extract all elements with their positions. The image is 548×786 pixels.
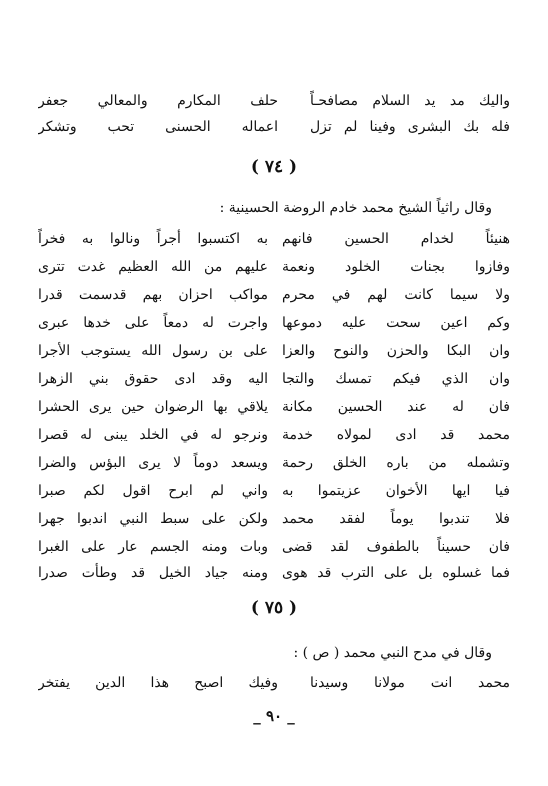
- verse-row: [38, 282, 510, 308]
- verse-first-hemistich: والیك مد ید السلام مصافحـاً: [310, 93, 510, 109]
- poem-number-74: ( ٧٤ ): [250, 157, 298, 177]
- verse-second-hemistich: حلف المكارم والمعالي جعفر: [38, 93, 278, 109]
- verse-first-hemistich: فيا ايها الأخوان عزيتموا به: [282, 483, 510, 499]
- verse-row: [38, 366, 510, 392]
- verse-first-hemistich: محمد قد ادى لمولاه خدمة: [282, 427, 510, 443]
- verse-row: [38, 560, 510, 586]
- verse-second-hemistich: اليه وقد ادى حقوق بني الزهرا: [38, 371, 268, 387]
- verse-second-hemistich: به اكتسبوا أجراً ونالوا به فخراً: [38, 231, 268, 247]
- verse-second-hemistich: وفيك اصبح هذا الدين يفتخر: [38, 675, 278, 691]
- verse-row: [38, 478, 510, 504]
- verse-first-hemistich: فما غسلوه بل على الترب قد هوى: [282, 565, 510, 581]
- verse-second-hemistich: ويسعد دوماً لا يرى البؤس والضرا: [38, 455, 268, 471]
- verse-first-hemistich: هنيئاً لخدام الحسين فانهم: [282, 231, 510, 247]
- verse-row: [38, 226, 510, 252]
- verse-first-hemistich: وفازوا بجنات الخلود ونعمة: [282, 259, 510, 275]
- verse-second-hemistich: ولكن على سبط النبي اندبوا جهرا: [38, 511, 268, 527]
- verse-row: [38, 254, 510, 280]
- poem-intro-74: وقال راثياً الشيخ محمد خادم الروضة الحسينية :: [219, 200, 492, 216]
- verse-second-hemistich: واني لم ابرح اقول لكم صبرا: [38, 483, 268, 499]
- verse-first-hemistich: وان البكا والحزن والنوح والعزا: [282, 343, 510, 359]
- verse-second-hemistich: اعماله الحسنى تحب وتشكر: [38, 119, 278, 135]
- poem-intro-75: وقال في مدح النبي محمد ( ص ) :: [293, 645, 492, 661]
- verse-first-hemistich: وان الذي فيكم تمسك والتجا: [282, 371, 510, 387]
- verse-second-hemistich: عليهم من الله العظيم غدت تترى: [38, 259, 268, 275]
- verse-first-hemistich: وتشمله من باره الخلق رحمة: [282, 455, 510, 471]
- verse-row: [38, 114, 510, 140]
- verse-row: [38, 88, 510, 114]
- verse-second-hemistich: ونرجو له في الخلد يبنى له قصرا: [38, 427, 268, 443]
- verse-row: [38, 310, 510, 336]
- verse-second-hemistich: وبات ومنه الجسم عار على الغبرا: [38, 539, 268, 555]
- verse-first-hemistich: فان له عند الحسين مكانة: [282, 399, 510, 415]
- verse-first-hemistich: ولا سيما كانت لهم في محرم: [282, 287, 510, 303]
- verse-second-hemistich: يلاقي بها الرضوان حين يرى الحشرا: [38, 399, 268, 415]
- verse-first-hemistich: محمد انت مولانا وسيدنا: [310, 675, 510, 691]
- verse-second-hemistich: على بن رسول الله يستوجب الأجرا: [38, 343, 268, 359]
- verse-first-hemistich: فله بك البشرى وفينا لم تزل: [310, 119, 510, 135]
- verse-row: [38, 450, 510, 476]
- verse-second-hemistich: ومنه جياد الخيل قد وطأت صدرا: [38, 565, 268, 581]
- verse-second-hemistich: مواكب احزان بهم قدسمت قدرا: [38, 287, 268, 303]
- verse-row: [38, 670, 510, 696]
- page-number: _ ٩٠ _: [253, 707, 295, 725]
- verse-row: [38, 394, 510, 420]
- poem-number-75: ( ٧٥ ): [250, 598, 298, 618]
- verse-row: [38, 338, 510, 364]
- verse-row: [38, 534, 510, 560]
- verse-second-hemistich: واجرت له دمعاً على خدها عبرى: [38, 315, 268, 331]
- verse-first-hemistich: فان حسيناً بالطفوف لقد قضى: [282, 539, 510, 555]
- verse-first-hemistich: فلا تندبوا يوماً لفقد محمد: [282, 511, 510, 527]
- verse-row: [38, 422, 510, 448]
- verse-first-hemistich: وكم اعين سحت عليه دموعها: [282, 315, 510, 331]
- verse-row: [38, 506, 510, 532]
